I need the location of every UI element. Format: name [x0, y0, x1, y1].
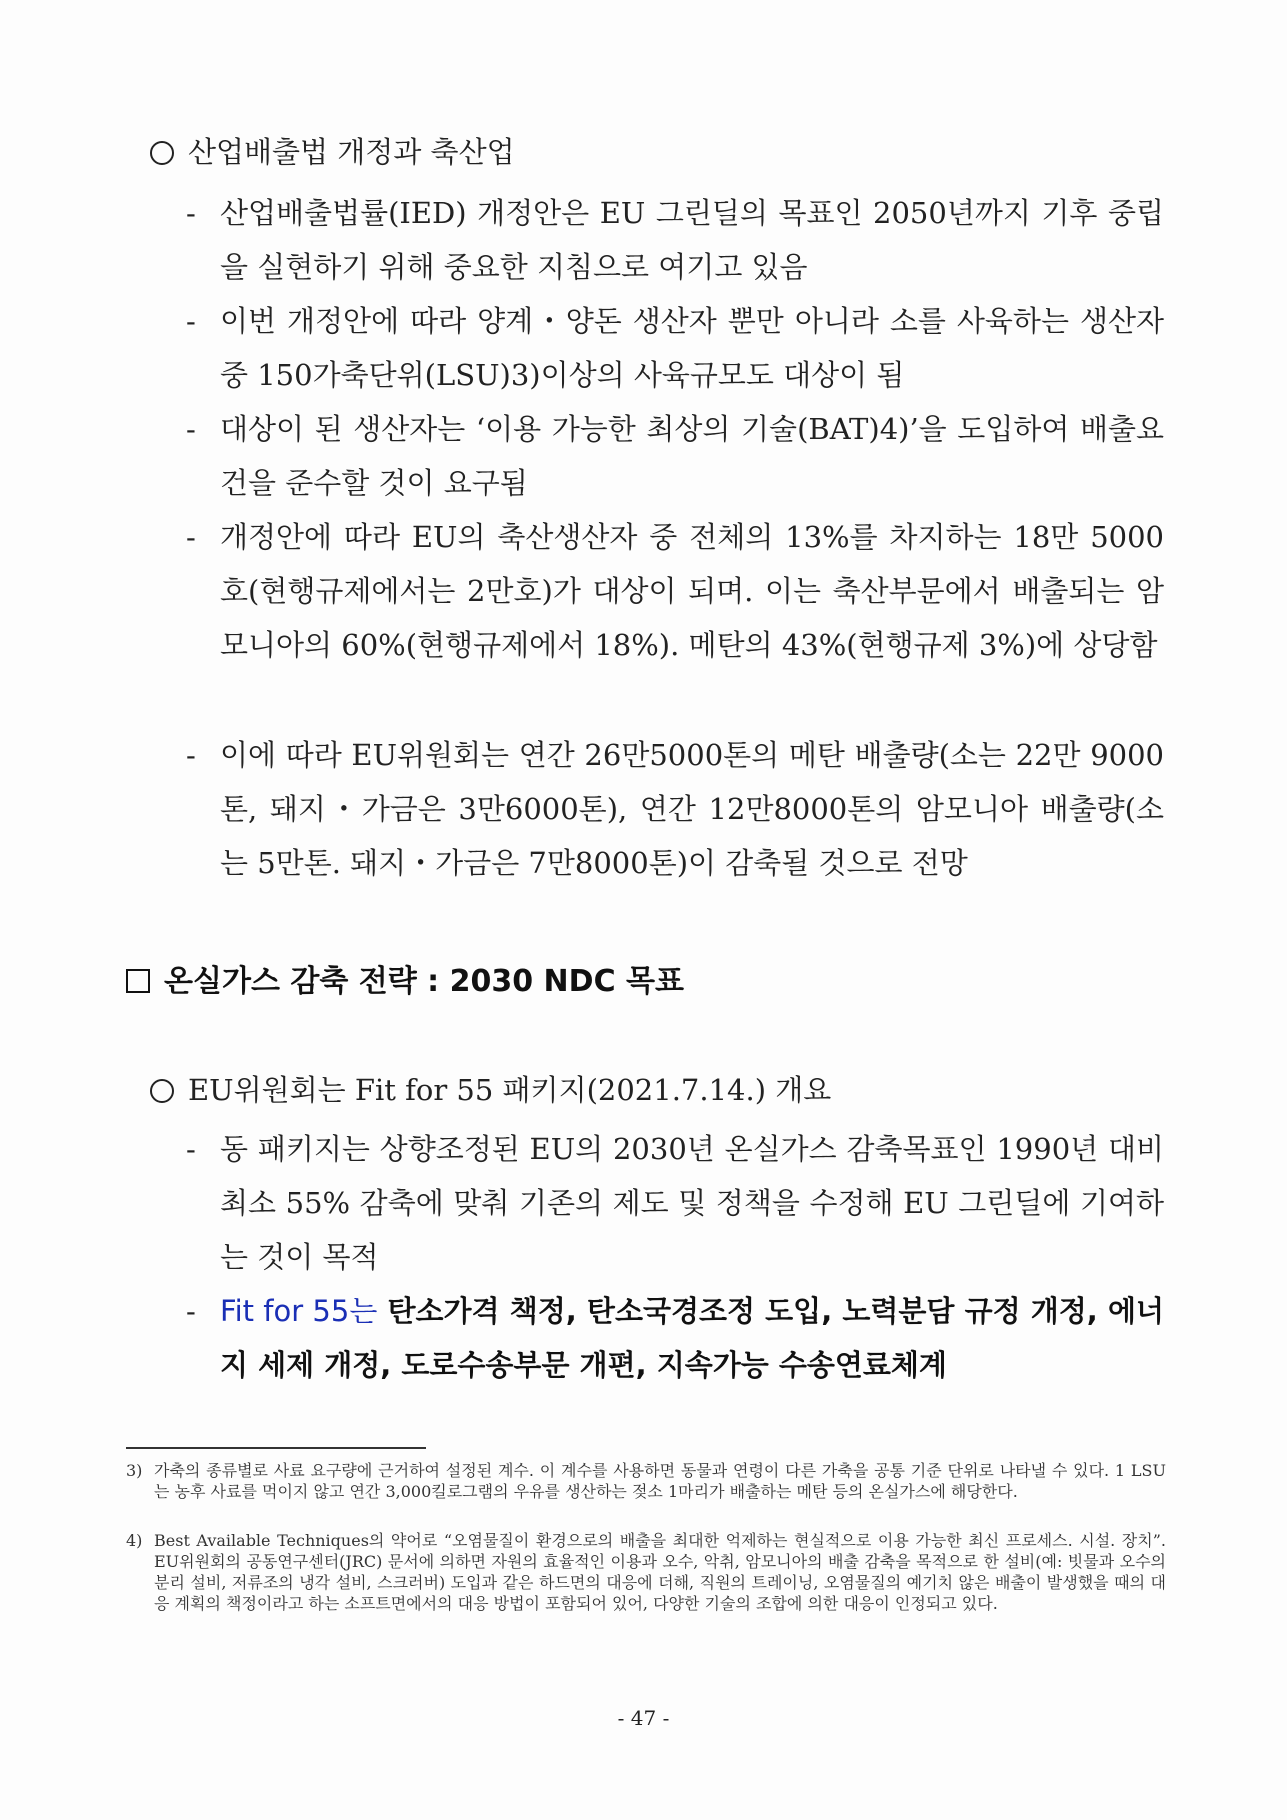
list-item: - 대상이 된 생산자는 ‘이용 가능한 최상의 기술(BAT)4)’을 도입하여 배출요건을 준수할 것이 요구됨: [186, 402, 1164, 510]
dash-bullet: -: [186, 304, 196, 338]
highlight-term: Fit for 55는: [220, 1294, 378, 1328]
footnote: 3) 가축의 종류별로 사료 요구량에 근거하여 설정된 계수. 이 계수를 사용하면 동물과 연령이 다른 가축을 공통 기준 단위로 나타낼 수 있다. 1 LSU는 농후 사료를 먹이지 않고 연간 3,000킬로그램의 우유를 생산하는 젖소 1마리가 배출하는 메탄 등의 온실가스에 해당한다.: [126, 1461, 1166, 1501]
circle-bullet-icon: [150, 1079, 174, 1103]
page-number: - 47 -: [617, 1706, 670, 1730]
footnote: 4) Best Available Techniques의 약어로 “오염물질이 환경으로의 배출을 최대한 억제하는 현실적으로 이용 가능한 최신 프로세스. 시설. 장치”. EU위원회의 공동연구센터(JRC) 문서에 의하면 자원의 효율적인 이용과 오수, 악취, 암모니아의 배출 감축을 목적으로 한 설비(예: 빗물과 오수의 분리 설비, 저류조의 냉각 설비, 스크러버) 도입과 같은 하드면의 대응에 더해, 직원의 트레이닝, 오염물질의 예기치 않은 배출이 발생했을 때의 대응 계획의 책정이라고 하는 소프트면에서의 대응 방법이 포함되어 있어, 다양한 기술의 조합에 의한 대응이 인정되고 있다.: [126, 1531, 1166, 1613]
list-item: - 개정안에 따라 EU의 축산생산자 중 전체의 13%를 차지하는 18만 5000호(현행규제에서는 2만호)가 대상이 되며. 이는 축산부문에서 배출되는 암모니아의 60%(현행규제에서 18%). 메탄의 43%(현행규제 3%)에 상당함: [186, 510, 1164, 672]
square-bullet-icon: [126, 969, 150, 993]
section-heading-fit-for-55: EU위원회는 Fit for 55 패키지(2021.7.14.) 개요: [150, 1070, 831, 1110]
list-item: - 이에 따라 EU위원회는 연간 26만5000톤의 메탄 배출량(소는 22만 9000톤, 돼지・가금은 3만6000톤), 연간 12만8000톤의 암모니아 배출량(소는 5만톤. 돼지・가금은 7만8000톤)이 감축될 것으로 전망: [186, 728, 1164, 890]
dash-bullet: -: [186, 196, 196, 230]
list-item: - 이번 개정안에 따라 양계・양돈 생산자 뿐만 아니라 소를 사육하는 생산자 중 150가축단위(LSU)3)이상의 사육규모도 대상이 됨: [186, 294, 1164, 402]
list-item: [186, 1284, 1164, 1392]
dash-bullet: -: [186, 1132, 196, 1166]
section-heading-industrial-emissions: 산업배출법 개정과 축산업: [150, 132, 515, 172]
dash-bullet: -: [186, 520, 196, 554]
dash-bullet: -: [186, 412, 196, 446]
circle-bullet-icon: [150, 141, 174, 165]
list-item: - 동 패키지는 상향조정된 EU의 2030년 온실가스 감축목표인 1990년 대비 최소 55% 감축에 맞춰 기존의 제도 및 정책을 수정해 EU 그린딜에 기여하는 것이 목적: [186, 1122, 1164, 1284]
list-item: - 산업배출법률(IED) 개정안은 EU 그린딜의 목표인 2050년까지 기후 중립을 실현하기 위해 중요한 지침으로 여기고 있음: [186, 186, 1164, 294]
bold-text: 탄소가격 책정, 탄소국경조정 도입, 노력분담 규정 개정, 에너지 세제 개정, 도로수송부문 개편, 지속가능 수송연료체계: [220, 1294, 1165, 1382]
dash-bullet: -: [186, 738, 196, 772]
main-heading: 온실가스 감축 전략 : 2030 NDC 목표: [126, 960, 684, 1004]
footnote-divider: [126, 1447, 426, 1449]
dash-bullet: -: [186, 1294, 196, 1328]
